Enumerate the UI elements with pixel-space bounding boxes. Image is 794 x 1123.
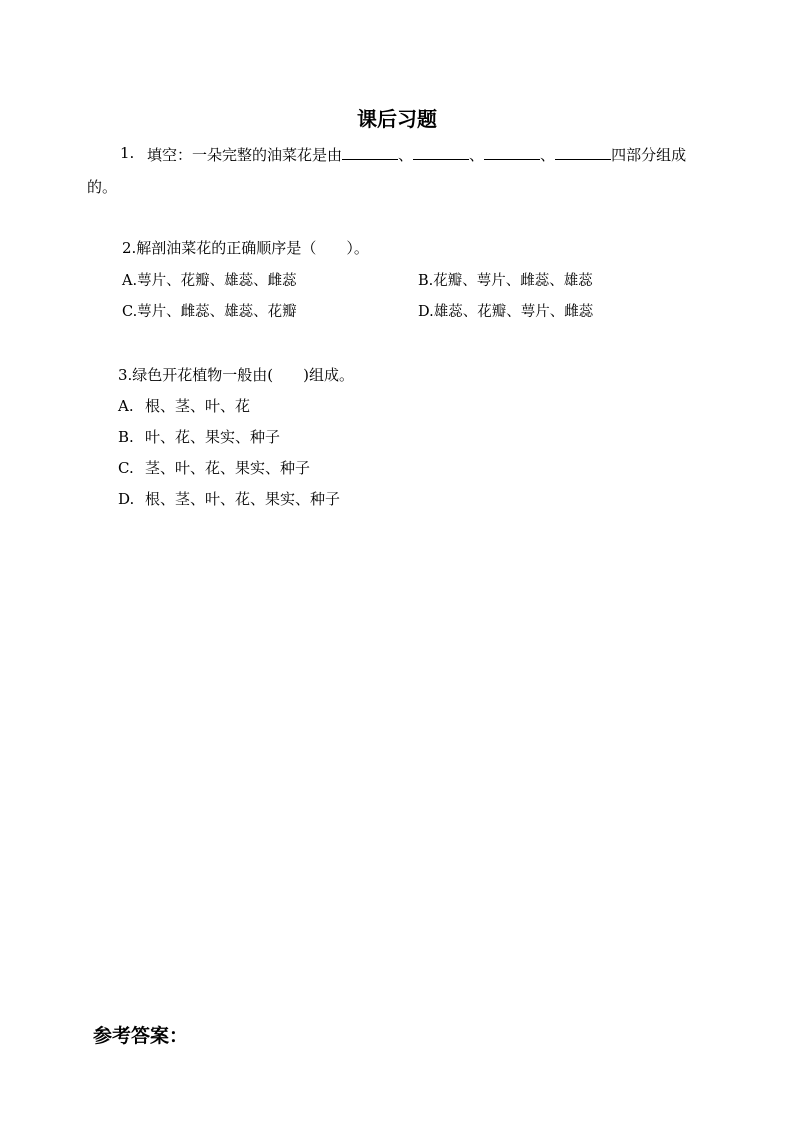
option-letter: A. (118, 397, 134, 415)
question-1-text (147, 144, 686, 165)
question-3-option-a (118, 395, 250, 416)
option-letter: B. (118, 428, 134, 446)
option-text: 茎、叶、花、果实、种子 (145, 459, 311, 477)
option-letter: C. (118, 459, 134, 477)
answer-blank-1[interactable] (342, 145, 398, 160)
question-2-stem: 2.解剖油菜花的正确顺序是（ ）。 (122, 239, 369, 257)
question-2-option-d: D.雄蕊、花瓣、萼片、雌蕊 (418, 304, 594, 320)
question-1-prefix: 填空：一朵完整的油菜花是由 (147, 146, 343, 164)
question-2-option-a: A.萼片、花瓣、雄蕊、雌蕊 (122, 273, 297, 289)
question-2-option-b: B.花瓣、萼片、雌蕊、雄蕊 (418, 273, 593, 289)
answer-blank-2[interactable] (413, 145, 469, 160)
question-3-option-c (118, 457, 310, 478)
option-text: 叶、花、果实、种子 (145, 428, 281, 446)
question-1-number: 1. (120, 144, 135, 162)
option-letter: D. (118, 490, 135, 508)
question-3-option-b (118, 426, 280, 447)
question-2-option-c: C.萼片、雌蕊、雄蕊、花瓣 (122, 304, 297, 320)
question-3-stem: 3.绿色开花植物一般由( )组成。 (118, 366, 355, 384)
option-text: 根、茎、叶、花 (145, 397, 251, 415)
question-1-continuation: 的。 (87, 178, 118, 196)
answer-heading: 参考答案： (93, 1025, 189, 1047)
question-1-suffix: 四部分组成 (611, 146, 687, 164)
separator: 、 (469, 146, 485, 164)
option-text: 根、茎、叶、花、果实、种子 (145, 490, 341, 508)
answer-blank-3[interactable] (484, 145, 540, 160)
question-3-option-d (118, 488, 340, 509)
separator: 、 (398, 146, 414, 164)
page-title: 课后习题 (357, 107, 437, 131)
separator: 、 (540, 146, 556, 164)
answer-blank-4[interactable] (555, 145, 611, 160)
